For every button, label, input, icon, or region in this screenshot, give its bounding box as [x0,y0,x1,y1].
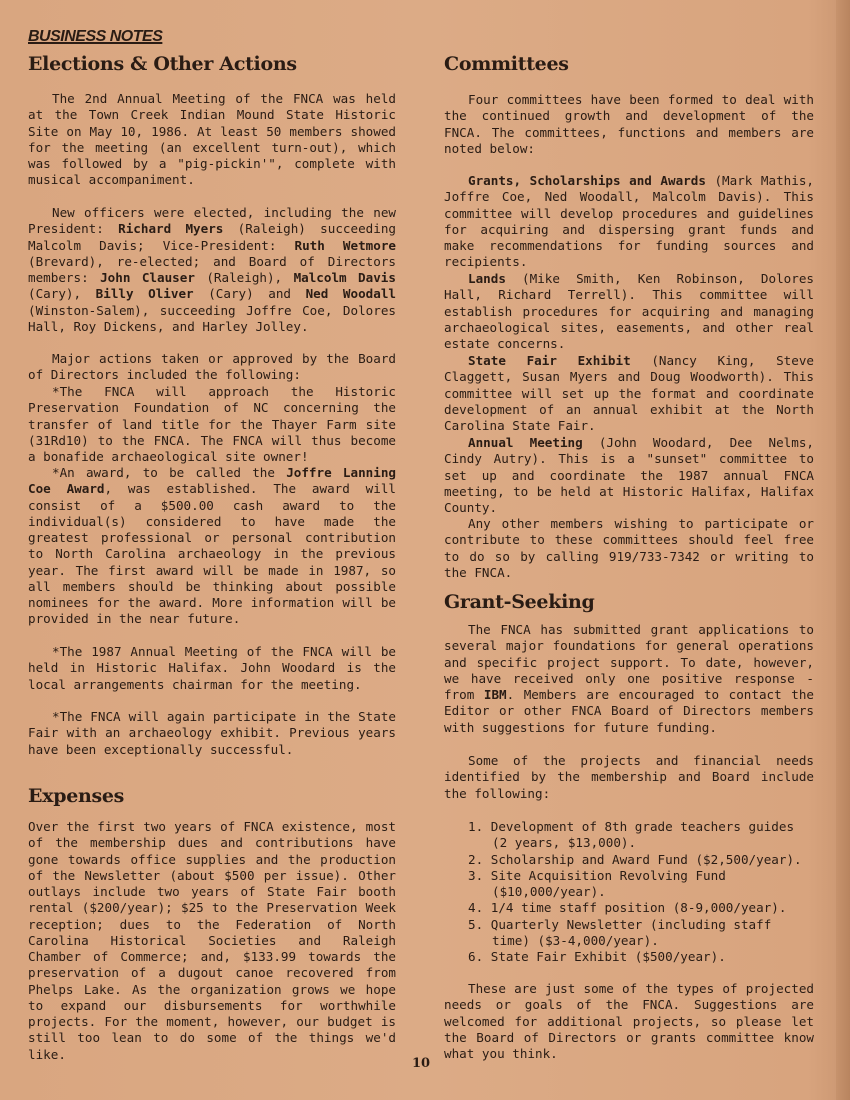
list-item: 3. Site Acquisition Revolving Fund ($10,000/year). [468,867,726,899]
committees-intro: Four committees have been formed to deal with the continued growth and development of the FNCA. The committees, functions and members are noted below: [444,92,814,156]
officer-name: Richard Myers [118,221,224,237]
committee-name: Annual Meeting [468,435,583,450]
text-run: New officers were elected, including the new President: [28,205,396,237]
officer-name: Ruth Wetmore [294,237,396,253]
grants-paragraph-2: Some of the projects and financial needs identified by the membership and Board include the following: [444,753,814,801]
text-run: (John Woodard, Dee Nelms, Cindy Autry). This is a "sunset" committee to set up and coordinate the 1987 annual FNCA meeting, to be held at Historic Halifax, Halifax County. [444,435,814,515]
officer-name: Ned Woodall [305,286,396,302]
list-item: 2. Scholarship and Award Fund ($2,500/year). [468,851,802,867]
elections-heading: Elections & Other Actions [28,53,297,75]
text-run: (Raleigh), [194,270,294,285]
grants-paragraph-1 [444,622,814,736]
page-edge [836,0,850,1100]
award-name: Joffre Lanning Coe Award [28,465,396,497]
committee-state-fair [444,353,814,434]
expenses-paragraph: Over the first two years of FNCA existence, most of the membership dues and contributions have gone towards office supplies and the production of the Newsletter (about $500 per issue). Other outlays include two years of State Fair booth rental ($200/year); $25 to the Preservation Week reception; dues to the Federation of North Carolina Historical Societies and Raleigh Chamber of Commerce; and, $133.99 towards the preservation of a dugout canoe recovered from Phelps Lake. As the organization grows we hope to expand our disbursements for worthwhile projects. For the moment, however, our budget is still too lean to do some of the things we'd like. [28,819,396,1062]
elections-paragraph-1: The 2nd Annual Meeting of the FNCA was held at the Town Creek Indian Mound State Historic Site on May 10, 1986. At least 50 members showed for the meeting (an excellent turn-out), which was followed by a "pig-pickin'", complete with musical accompaniment. [28,91,396,188]
committees-other: Any other members wishing to participate or contribute to these committees should feel free to do so by calling 919/733-7342 or writing to the FNCA. [444,516,814,580]
text-run: (Brevard), re-elected; and Board of Directors members: [28,253,396,285]
text-run: The FNCA has submitted grant applications to several major foundations for general operations and specific project support. To date, however, we have received only one positive response - from [444,622,814,702]
needs-list [444,819,814,965]
elections-paragraph-5 [28,465,396,628]
text-run: , was established. The award will consist of a $500.00 cash award to the individual(s) considered to have made the greatest professional or personal contribution to North Carolina archaeology in the previous year. The first award will be made in 1987, so all members should be thinking about possible nominees for the award. More information will be provided in the near future. [28,481,396,627]
elections-paragraph-2 [28,205,396,335]
committee-annual-meeting [444,435,814,516]
officer-name: Billy Oliver [95,286,194,302]
grant-seeking-heading: Grant-Seeking [444,591,595,613]
committees-heading: Committees [444,53,569,75]
list-item: 6. State Fair Exhibit ($500/year). [468,949,726,964]
list-item: 5. Quarterly Newsletter (including staff time) ($3-4,000/year). [468,916,772,948]
officer-name: Malcolm Davis [293,270,396,285]
text-run: . Members are encouraged to contact the Editor or other FNCA Board of Directors members with suggestions for future funding. [444,687,814,735]
committee-name: Lands [468,271,506,286]
grants-closing: These are just some of the types of projected needs or goals of the FNCA. Suggestions are welcomed for additional projects, so please let the Board of Directors or grants committee know what you think. [444,981,814,1061]
elections-paragraph-3: Major actions taken or approved by the Board of Directors included the following: [28,351,396,383]
text-run: (Nancy King, Steve Claggett, Susan Myers and Doug Woodworth). This committee will set up the format and coordinate development of an annual exhibit at the North Carolina State Fair. [444,353,815,433]
expenses-heading: Expenses [28,785,125,807]
committee-name: State Fair Exhibit [468,353,631,368]
text-run: (Cary), [28,286,96,302]
officer-name: John Clauser [100,270,195,285]
list-item: 1. Development of 8th grade teachers guides (2 years, $13,000). [468,819,795,851]
text-run: (Cary) and [193,286,306,302]
text-run: (Winston-Salem), succeeding Joffre Coe, Dolores Hall, Roy Dickens, and Harley Jolley. [28,302,396,334]
elections-paragraph-6: *The 1987 Annual Meeting of the FNCA will be held in Historic Halifax. John Woodard is the local arrangements chairman for the meeting. [28,644,396,692]
text-run: (Mark Mathis, Joffre Coe, Ned Woodall, Malcolm Davis). This committee will develop procedures and guidelines for acquiring and dispersing grant funds and make recommendations for funding sources and recipients. [444,173,815,270]
text-run: (Raleigh) succeeding Malcolm Davis; Vice-President: [28,221,396,253]
text-run: *An award, to be called the [52,465,287,480]
elections-paragraph-4: *The FNCA will approach the Historic Preservation Foundation of NC concerning the transfer of land title for the Thayer Farm site (31Rd10) to the FNCA. The FNCA will thus become a bonafide archaeological site owner! [28,384,396,464]
text-run: (Mike Smith, Ken Robinson, Dolores Hall, Richard Terrell). This committee will establish procedures for acquiring and managing archaeological sites, easements, and other real estate concerns. [444,271,814,351]
page-number: 10 [412,1056,431,1071]
committee-grants [444,173,814,271]
section-label: BUSINESS NOTES [28,28,163,45]
elections-paragraph-7: *The FNCA will again participate in the State Fair with an archaeology exhibit. Previous years have been exceptionally successful. [28,709,396,757]
sponsor-name: IBM [483,687,507,702]
committee-lands [444,271,814,352]
list-item: 4. 1/4 time staff position (8-9,000/year). [468,900,787,916]
committee-name: Grants, Scholarships and Awards [468,173,706,188]
